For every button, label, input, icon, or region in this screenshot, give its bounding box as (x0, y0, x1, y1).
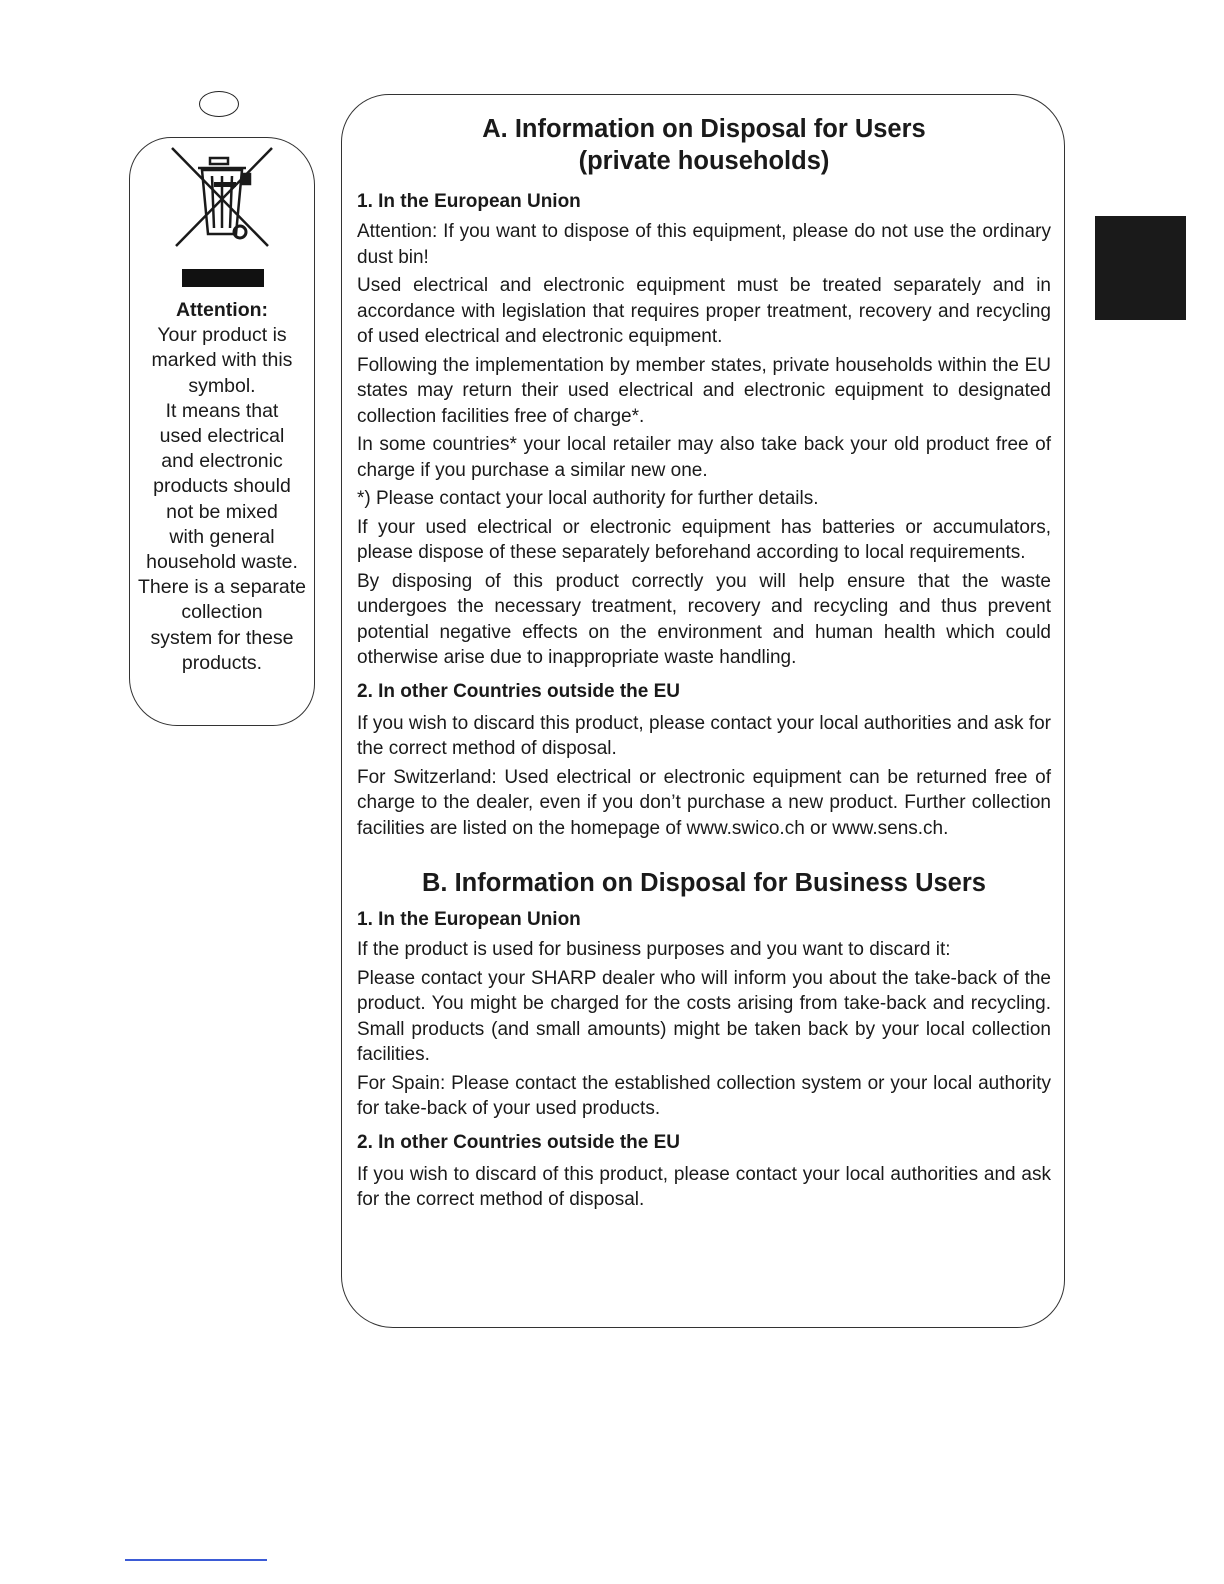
paragraph: Attention: If you want to dispose of this equipment, please do not use the ordinary dust bin! (357, 221, 1051, 268)
section-a-eu-heading: 1. In the European Union (357, 191, 581, 212)
section-b-non-eu-heading: 2. In other Countries outside the EU (357, 1131, 681, 1153)
attention-line: There is a separate (137, 576, 306, 599)
attention-line: products should (153, 475, 291, 498)
paragraph: For Switzerland: Used electrical or electronic equipment can be returned free of charge to the dealer, even if you don’t purchase a new product. Further collection facilities are listed on the homepage of www.swico.ch or www.sens.ch. (357, 766, 1051, 839)
attention-line: It means that (165, 399, 279, 422)
attention-line: products. (181, 651, 263, 674)
language-oval-marker (199, 91, 239, 117)
paragraph: If your used electrical or electronic equipment has batteries or accumulators, please dispose of these separately beforehand according to local requirements. (357, 516, 1051, 563)
attention-line: marked with this (151, 349, 293, 372)
attention-line: not be mixed (166, 500, 278, 523)
language-tab (1095, 216, 1186, 320)
attention-text (136, 298, 308, 676)
paragraph: If you wish to discard of this product, please contact your local authorities and ask for the correct method of disposal. (357, 1163, 1051, 1210)
footer-rule (125, 1559, 267, 1561)
paragraph: Used electrical and electronic equipment must be treated separately and in accordance with legislation that requires proper treatment, recovery and recycling of used electrical and electronic equipment. (357, 275, 1051, 347)
attention-title: Attention: (175, 299, 269, 321)
attention-line: household waste. (146, 551, 298, 574)
symbol-bar (182, 269, 264, 287)
attention-line: system for these (150, 626, 294, 649)
paragraph: Please contact your SHARP dealer who will inform you about the take-back of the product. You might be charged for the costs arising from take-back and recycling. Small products (and small amounts) might be taken back by your local collection facilities. (357, 967, 1051, 1065)
attention-line: used electrical (159, 425, 285, 448)
paragraph: Following the implementation by member states, private households within the EU states may return their used electrical and electronic equipment to designated collection facilities free of charge*. (357, 354, 1051, 427)
section-a-title (357, 113, 1051, 177)
paragraph: For Spain: Please contact the established collection system or your local authority for take-back of your used products. (357, 1072, 1051, 1119)
section-a-title-line1: A. Information on Disposal for Users (482, 115, 926, 143)
attention-line: symbol. (188, 374, 256, 397)
disposal-info-box (341, 94, 1065, 1328)
section-a-non-eu-heading: 2. In other Countries outside the EU (357, 680, 681, 702)
section-b-eu-heading: 1. In the European Union (357, 909, 581, 930)
section-a-title-line2: (private households) (578, 147, 830, 175)
attention-box (129, 137, 315, 726)
attention-line: and electronic (161, 450, 283, 473)
paragraph: By disposing of this product correctly you will help ensure that the waste undergoes the necessary treatment, recovery and recycling and thus prevent potential negative effects on the environment and human health which could otherwise arise due to inappropriate waste handling. (357, 570, 1051, 668)
paragraph: *) Please contact your local authority for further details. (357, 488, 819, 509)
crossed-out-wheelie-bin-icon (170, 146, 274, 250)
paragraph: If the product is used for business purposes and you want to discard it: (357, 939, 951, 960)
attention-line: with general (169, 525, 275, 548)
attention-line: Your product is (157, 324, 287, 347)
paragraph: In some countries* your local retailer may also take back your old product free of charge if you purchase a similar new one. (357, 434, 1051, 481)
attention-line: collection (181, 601, 263, 624)
section-b-title: B. Information on Disposal for Business Users (422, 869, 986, 897)
paragraph: If you wish to discard this product, please contact your local authorities and ask for the correct method of disposal. (357, 712, 1051, 759)
